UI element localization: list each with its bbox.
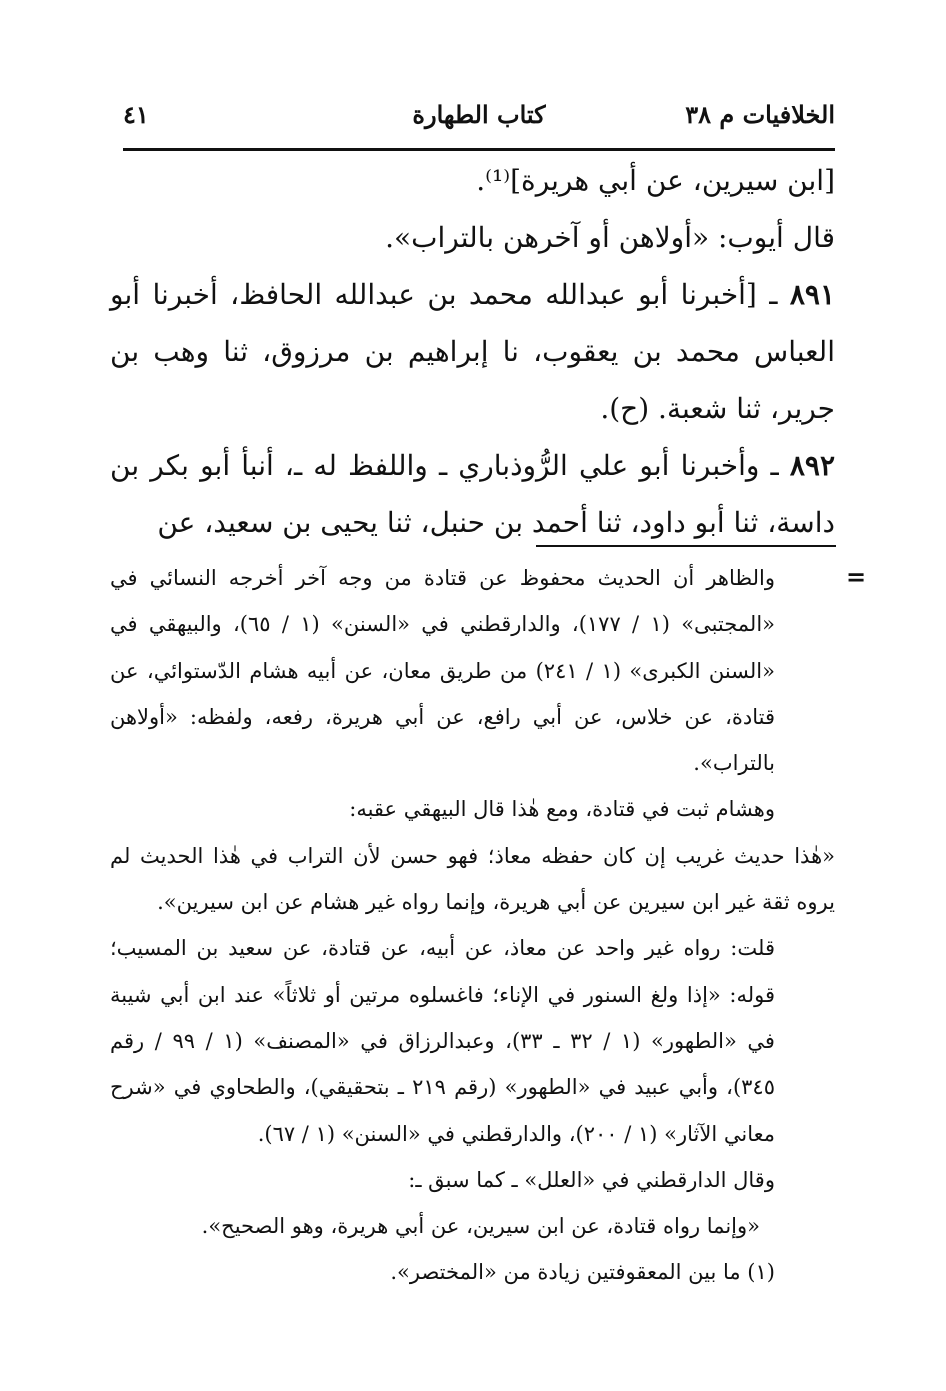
footnote-quote: «هٰذا حديث غريب إن كان حفظه معاذ؛ فهو حسن لأن التراب في هٰذا الحديث لم يروه ثقة غير ابن سيرين عن أبي هريرة، وإنما رواه غير هشام عن ابن سيرين». [110, 843, 835, 915]
hadith-891 [110, 266, 835, 437]
footnote-paragraph: والظاهر أن الحديث محفوظ عن قتادة من وجه آخر أخرجه النسائي في «المجتبى» (١ / ١٧٧)، والدارقطني في «السنن» (١ / ٦٥)، والبيهقي في «السنن الكبرى» (١ / ٢٤١) من طريق معان، عن أبيه هشام الدّستوائي، عن قتادة، عن خلاس، عن أبي رافع، عن أبي هريرة، رفعه، ولفظه: «أولاهن بالتراب». [110, 566, 776, 776]
page-number: ٤١ [123, 100, 149, 129]
hadith-text: ـ [أخبرنا أبو عبدالله محمد بن عبدالله الحافظ، أخبرنا أبو العباس محمد بن يعقوب، نا إبراهيم بن مرزوق، ثنا وهب بن جرير، ثنا شعبة. (ح). [110, 278, 835, 425]
hadith-number: ٨٩١ [789, 278, 835, 311]
text-line: قال أيوب: «أولاهن أو آخرهن بالتراب». [385, 221, 835, 254]
running-title: الخلافيات م ٣٨ [685, 100, 835, 129]
footnote-1: (١) ما بين المعقوفتين زيادة من «المختصر». [390, 1260, 775, 1285]
footnote-separator [536, 545, 836, 547]
page-header [123, 94, 835, 142]
header-rule [123, 148, 835, 151]
footnotes [110, 555, 835, 1296]
hadith-892 [110, 437, 835, 551]
footnote-paragraph: قلت: رواه غير واحد عن معاذ، عن أبيه، عن قتادة، عن سعيد بن المسيب؛ قوله: «إذا ولغ السنور في الإناء؛ فاغسلوه مرتين أو ثلاثاً» عند ابن أبي شيبة في «الطهور» (١ / ٣٢ ـ ٣٣)، وعبدالرزاق في «المصنف» (١ / ٩٩ / رقم ٣٤٥)، وأبي عبيد في «الطهور» (رقم ٢١٩ ـ بتحقيقي)، والطحاوي في «شرح معاني الآثار» (١ / ٢٠٠)، والدارقطني في «السنن» (١ / ٦٧). [110, 936, 775, 1146]
hadith-number: ٨٩٢ [789, 449, 835, 482]
hadith-text: ـ وأخبرنا أبو علي الرُّوذباري ـ واللفظ له ـ، أنبأ أبو بكر بن داسة، ثنا أبو داود، ثنا أحمد بن حنبل، ثنا يحيى بن سعيد، عن [110, 449, 835, 539]
footnote-paragraph: وقال الدارقطني في «العلل» ـ كما سبق ـ: [408, 1167, 775, 1192]
footnote-quote: «وإنما رواه قتادة، عن ابن سيرين، عن أبي هريرة، وهو الصحيح». [201, 1214, 760, 1239]
text-line: [ابن سيرين، عن أبي هريرة]⁽¹⁾. [476, 164, 835, 197]
footnote-paragraph: وهشام ثبت في قتادة، ومع هٰذا قال البيهقي عقبه: [349, 797, 775, 822]
section-title: كتاب الطهارة [412, 100, 546, 129]
continuation-marker: = [846, 562, 867, 591]
main-text [110, 152, 835, 551]
